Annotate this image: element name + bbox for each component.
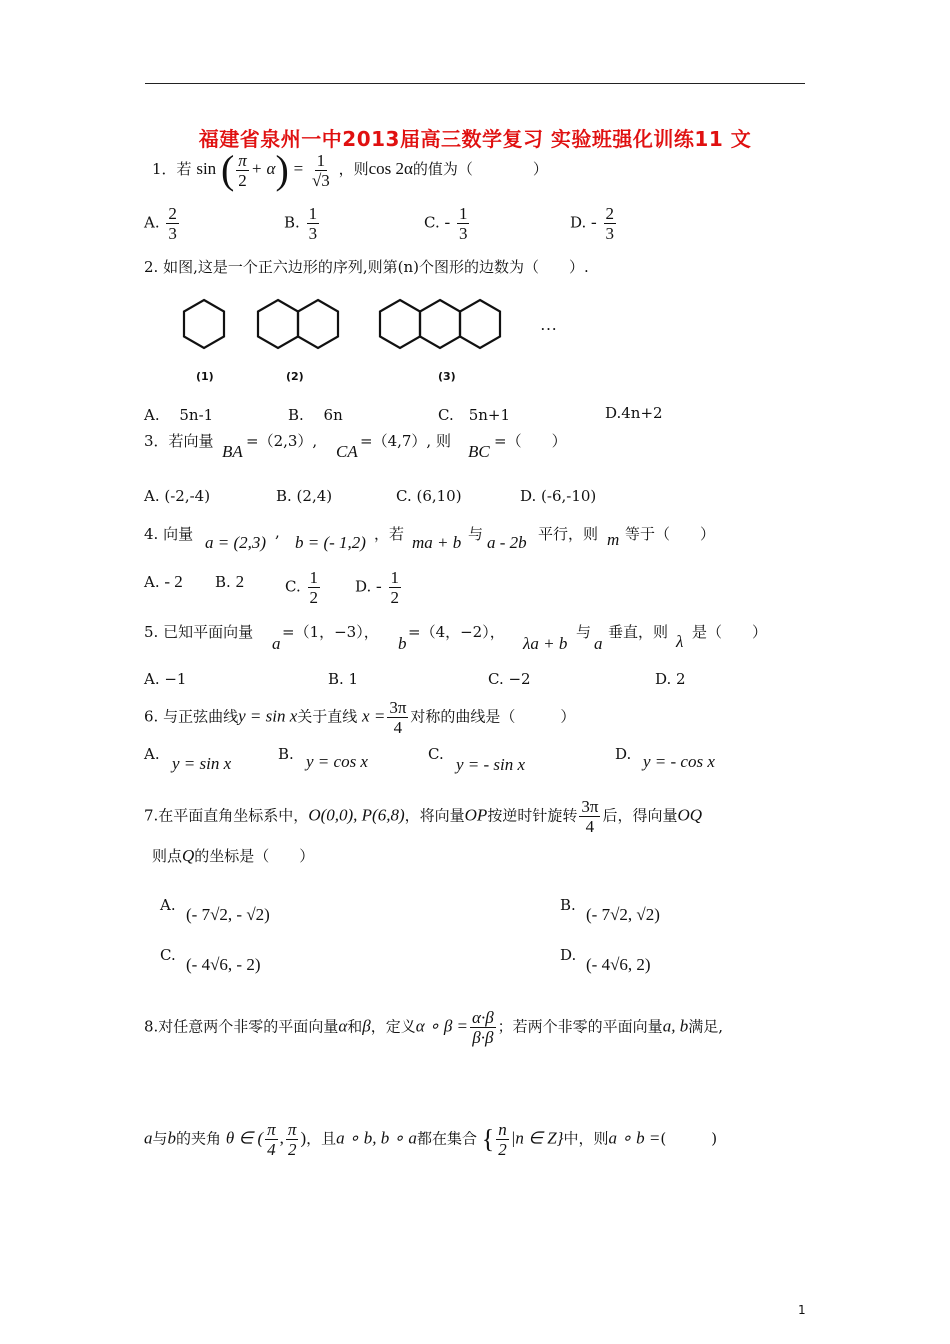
page-number: 1 <box>798 1303 806 1317</box>
q4-option-b: B. 2 <box>215 572 245 591</box>
q5-lead: 5. 已知平面向量 <box>144 623 254 641</box>
q5-option-c: C. −2 <box>488 670 531 688</box>
q4-a-minus-2b: a - 2b <box>487 533 527 552</box>
q2-option-c: C. 5n+1 <box>438 406 511 424</box>
q2-option-d: D.4n+2 <box>605 404 663 422</box>
q7-option-d: (- 4√6, 2) <box>586 955 651 974</box>
q3-option-c: C. (6,10) <box>396 487 462 505</box>
hexagon-3c <box>460 300 500 348</box>
q7-option-d-label: D. <box>560 946 577 964</box>
q1-pi-over-2: $\frac{\pi}{2}$ <box>238 150 247 190</box>
question-1 <box>152 147 548 192</box>
q5-vector-a: a <box>272 634 281 653</box>
q1-cos2a: cos 2α <box>368 159 413 178</box>
q4-lead: 4. 向量 <box>144 525 194 543</box>
q3-lead: 3．若向量 <box>144 432 214 450</box>
q3-vector-ca: CA <box>336 442 358 461</box>
caption-1: (1) <box>196 370 214 383</box>
q5-option-b: B. 1 <box>328 670 359 688</box>
q4-vector-b: b = (- 1,2) <box>295 533 366 552</box>
question-2: 2. 如图,这是一个正六边形的序列,则第(n)个图形的边数为（ ）. <box>144 258 589 276</box>
header-rule <box>145 83 805 84</box>
hexagon-ellipsis: … <box>540 315 557 334</box>
q5-perpendicular: 垂直，则 <box>608 623 669 641</box>
q4-vector-a: a = (2,3) <box>205 533 267 552</box>
q5-option-a: A. −1 <box>144 670 187 688</box>
q6-option-b-label: B. <box>278 745 294 763</box>
q1-lead: 1．若 <box>152 160 192 178</box>
question-6: 6. 与正弦曲线y = sin x关于直线 x = $\frac{3\pi}{4}$ 对称的曲线是（ ） <box>144 698 576 737</box>
q1-equals: = <box>293 159 304 178</box>
q8-line-2: a与b的夹角 θ ∈ ( $\frac{\pi}{4}$ , $\frac{\pi}{2}$ )，且a ∘ b, b ∘ a都在集合 { $\frac{n}{2}$ |n ∈ Z}中，则a ∘ b =( ) <box>144 1120 718 1159</box>
hexagon-figure <box>170 290 590 390</box>
q6-option-d-label: D. <box>615 745 632 763</box>
hexagon-2a <box>258 300 298 348</box>
q5-value-1: =（1，−3）， <box>282 623 379 641</box>
q3-option-d: D. (-6,-10) <box>520 487 597 505</box>
q5-lambda-a-plus-b: λa + b <box>523 634 568 653</box>
q4-comma: , <box>275 523 280 541</box>
q5-and: 与 <box>576 623 592 641</box>
q5-value-2: =（4，−2）， <box>408 623 505 641</box>
hexagon-1 <box>184 300 224 348</box>
caption-2: (2) <box>286 370 304 383</box>
q1-option-a: A. $\frac{2}{3}$ <box>144 204 177 243</box>
q7-option-c-label: C. <box>160 946 176 964</box>
q7-option-a: (- 7√2, - √2) <box>186 905 270 924</box>
q3-value-1: =（2,3）, <box>246 432 318 450</box>
q4-m: m <box>607 530 620 549</box>
q1-plus-alpha: + α <box>250 159 276 178</box>
q6-option-c-label: C. <box>428 745 444 763</box>
q1-option-b: B. $\frac{1}{3}$ <box>284 204 318 243</box>
q3-vector-ba: BA <box>222 442 243 461</box>
question-8: 8.对任意两个非零的平面向量α和β，定义α ∘ β = $\frac{\alpha\cdot\beta}{\beta\cdot\beta}$ ；若两个非零的平面向量a, b满足, <box>144 1008 723 1047</box>
q6-option-a: y = sin x <box>172 754 232 773</box>
q3-option-b: B. (2,4) <box>276 487 333 505</box>
q3-value-2: =（4,7）, 则 <box>360 432 451 450</box>
q5-vector-a2: a <box>594 634 603 653</box>
q4-option-a: A. - 2 <box>144 572 183 591</box>
q5-lambda: λ <box>676 632 684 651</box>
q4-parallel: 平行，则 <box>538 525 599 543</box>
q4-option-c: C. $\frac{1}{2}$ <box>285 568 318 607</box>
hexagon-3a <box>380 300 420 348</box>
caption-3: (3) <box>438 370 456 383</box>
q7-option-a-label: A. <box>160 896 176 914</box>
q3-value-3: =（ ） <box>494 432 567 450</box>
q1-open-paren: ( <box>220 147 235 192</box>
q6-option-a-label: A. <box>144 745 160 763</box>
q2-option-a: A. 5n-1 <box>144 406 214 424</box>
q6-option-b: y = cos x <box>306 752 368 771</box>
q4-if: ，若 <box>374 525 405 543</box>
page-title: 福建省泉州一中2013届高三数学复习 实验班强化训练11 文 <box>198 127 752 151</box>
question-7: 7.在平面直角坐标系中，O(0,0), P(6,8)，将向量OP按逆时针旋转 $\frac{3\pi}{4}$ 后，得向量OQ <box>144 797 703 836</box>
q1-option-d: D. - $\frac{2}{3}$ <box>570 204 614 243</box>
q4-ma-plus-b: ma + b <box>412 533 462 552</box>
q4-and: 与 <box>468 525 484 543</box>
q1-option-c: C. - $\frac{1}{3}$ <box>424 204 468 243</box>
q5-option-d: D. 2 <box>655 670 686 688</box>
q7-line-2: 则点Q的坐标是（ ） <box>152 846 315 865</box>
q6-option-c: y = - sin x <box>456 755 526 774</box>
hexagon-2b <box>298 300 338 348</box>
q7-option-b: (- 7√2, √2) <box>586 905 660 924</box>
q6-option-d: y = - cos x <box>643 752 715 771</box>
q7-option-b-label: B. <box>560 896 576 914</box>
q3-option-a: A. (-2,-4) <box>144 487 211 505</box>
hexagon-3b <box>420 300 460 348</box>
q1-close-paren: ) <box>275 147 289 192</box>
q4-option-d: D. - $\frac{1}{2}$ <box>355 568 399 607</box>
q5-tail: 是（ ） <box>692 623 768 641</box>
q1-sin: sin <box>196 159 217 178</box>
q3-vector-bc: BC <box>468 442 490 461</box>
q1-tail: 的值为（ ） <box>412 160 548 178</box>
q1-then: ，则 <box>338 160 369 178</box>
q5-vector-b: b <box>398 634 407 653</box>
q4-equals: 等于（ ） <box>625 525 716 543</box>
q2-option-b: B. 6n <box>288 406 343 424</box>
q7-option-c: (- 4√6, - 2) <box>186 955 261 974</box>
q1-rhs: $\frac{1}{√3}$ <box>311 150 330 190</box>
